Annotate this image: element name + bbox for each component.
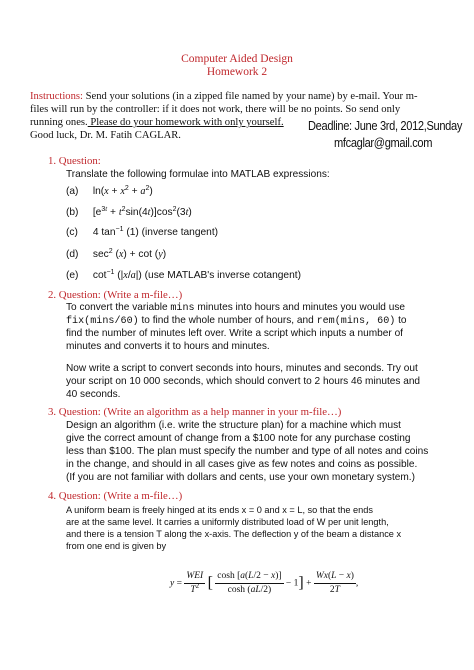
deadline-email: mfcaglar@gmail.com — [334, 135, 433, 150]
q2-text-line-5: Now write a script to convert seconds into hours, minutes and seconds. Try out — [66, 363, 418, 374]
formula-c: 4 $\tan^{-1}$ — [92, 226, 124, 238]
q4-text-line-3: and there is a tension T along the x-axis. The deflection y of the beam a distance x — [66, 529, 402, 539]
q2-text-line-6: your script on 10 000 seconds, which should convert to 2 hours 46 minutes and — [66, 376, 421, 387]
q3-text-line-5: (If you are not familiar with dollars and cents, use your own monetary system.) — [66, 472, 415, 483]
q1-item-a: (a) $\ln(x + x^2 + a^2)$ — [66, 185, 153, 197]
deflection-equation: y = $\frac{\text{WEI}}{T^2}$ [ $\frac{\cosh [a(L/2 - x)]}{\cosh (aL/2)}$ − 1] + $\frac{Wx(L - x)}{2T}$ , — [170, 571, 359, 595]
q3-text-line-3: less than $100. The plan must specify the number and type of all notes and coins — [66, 446, 429, 457]
q1-item-c: (c) 4 $\tan^{-1} (1)$ (inverse tangent) — [66, 226, 219, 238]
q3-text-line-2: give the correct amount of change from a $100 note for any purchase costing — [66, 433, 411, 444]
q4-text-line-1: A uniform beam is freely hinged at its ends x = 0 and x = L, so that the ends — [66, 505, 373, 515]
q2-text-line-2: fix(mins/60) to find the whole number of hours, and rem(mins, 60) to — [66, 315, 407, 327]
instructions-signoff: Good luck, Dr. M. Fatih CAGLAR. — [30, 130, 181, 141]
q4-text-line-4: from one end is given by — [66, 541, 167, 551]
q2-text-line-3: find the number of minutes left over. Write a script which inputs a number of — [66, 328, 403, 339]
q2-text-line-7: 40 seconds. — [66, 389, 121, 400]
q2-heading: 2. Question: (Write a m-file…) — [48, 289, 183, 301]
instructions-line-3: running ones. Please do your homework with only yourself. — [30, 117, 284, 128]
q1-heading: 1. Question: — [48, 155, 101, 167]
instructions-line-2: files will run by the controller: if it does not work, there will be no points. So send only — [30, 104, 401, 115]
q3-heading: 3. Question: (Write an algorithm as a help manner in your m-file…) — [48, 406, 342, 418]
formula-a: $\ln(x + x^2 + a^2)$ — [92, 185, 153, 197]
formula-b: $[e^{3t} + t^2\sin(4t)]\cos^2(3t)$ — [92, 205, 192, 218]
homework-title: Homework 2 — [206, 66, 268, 78]
q4-heading: 4. Question: (Write a m-file…) — [48, 490, 183, 502]
formula-d: $\sec^2 (x) + \cot (y)$ — [92, 248, 167, 260]
instructions-label: Instructions: — [30, 91, 83, 102]
q1-item-e: (e) $\cot^{-1} (|x/a|)$ (use MATLAB's inverse cotangent) — [66, 269, 301, 281]
q1-intro: Translate the following formulae into MATLAB expressions: — [66, 169, 330, 180]
q3-text-line-1: Design an algorithm (i.e. write the structure plan) for a machine which must — [66, 420, 401, 431]
q2-text-line-1: To convert the variable mins minutes into hours and minutes you would use — [66, 302, 406, 314]
q4-text-line-2: are at the same level. It carries a uniformly distributed load of W per unit length, — [66, 517, 389, 527]
course-title: Computer Aided Design — [181, 53, 293, 65]
q2-text-line-4: minutes and converts it to hours and minutes. — [66, 341, 270, 352]
q3-text-line-4: in the change, and should in all cases give as few notes and coins as possible. — [66, 459, 418, 470]
formula-e: $\cot^{-1} (|x/a|)$ — [92, 269, 145, 281]
honesty-note: Please do your homework with only yourself. — [87, 117, 284, 128]
q1-item-b: (b) $[e^{3t} + t^2\sin(4t)]\cos^2(3t)$ — [66, 205, 192, 218]
deadline-date: Deadline: June 3rd, 2012,Sunday — [308, 118, 463, 133]
instructions-line-1: Instructions: Send your solutions (in a zipped file named by your name) by e-mail. Your m- — [30, 91, 418, 102]
q1-item-d: (d) $\sec^2 (x) + \cot (y)$ — [66, 248, 167, 260]
